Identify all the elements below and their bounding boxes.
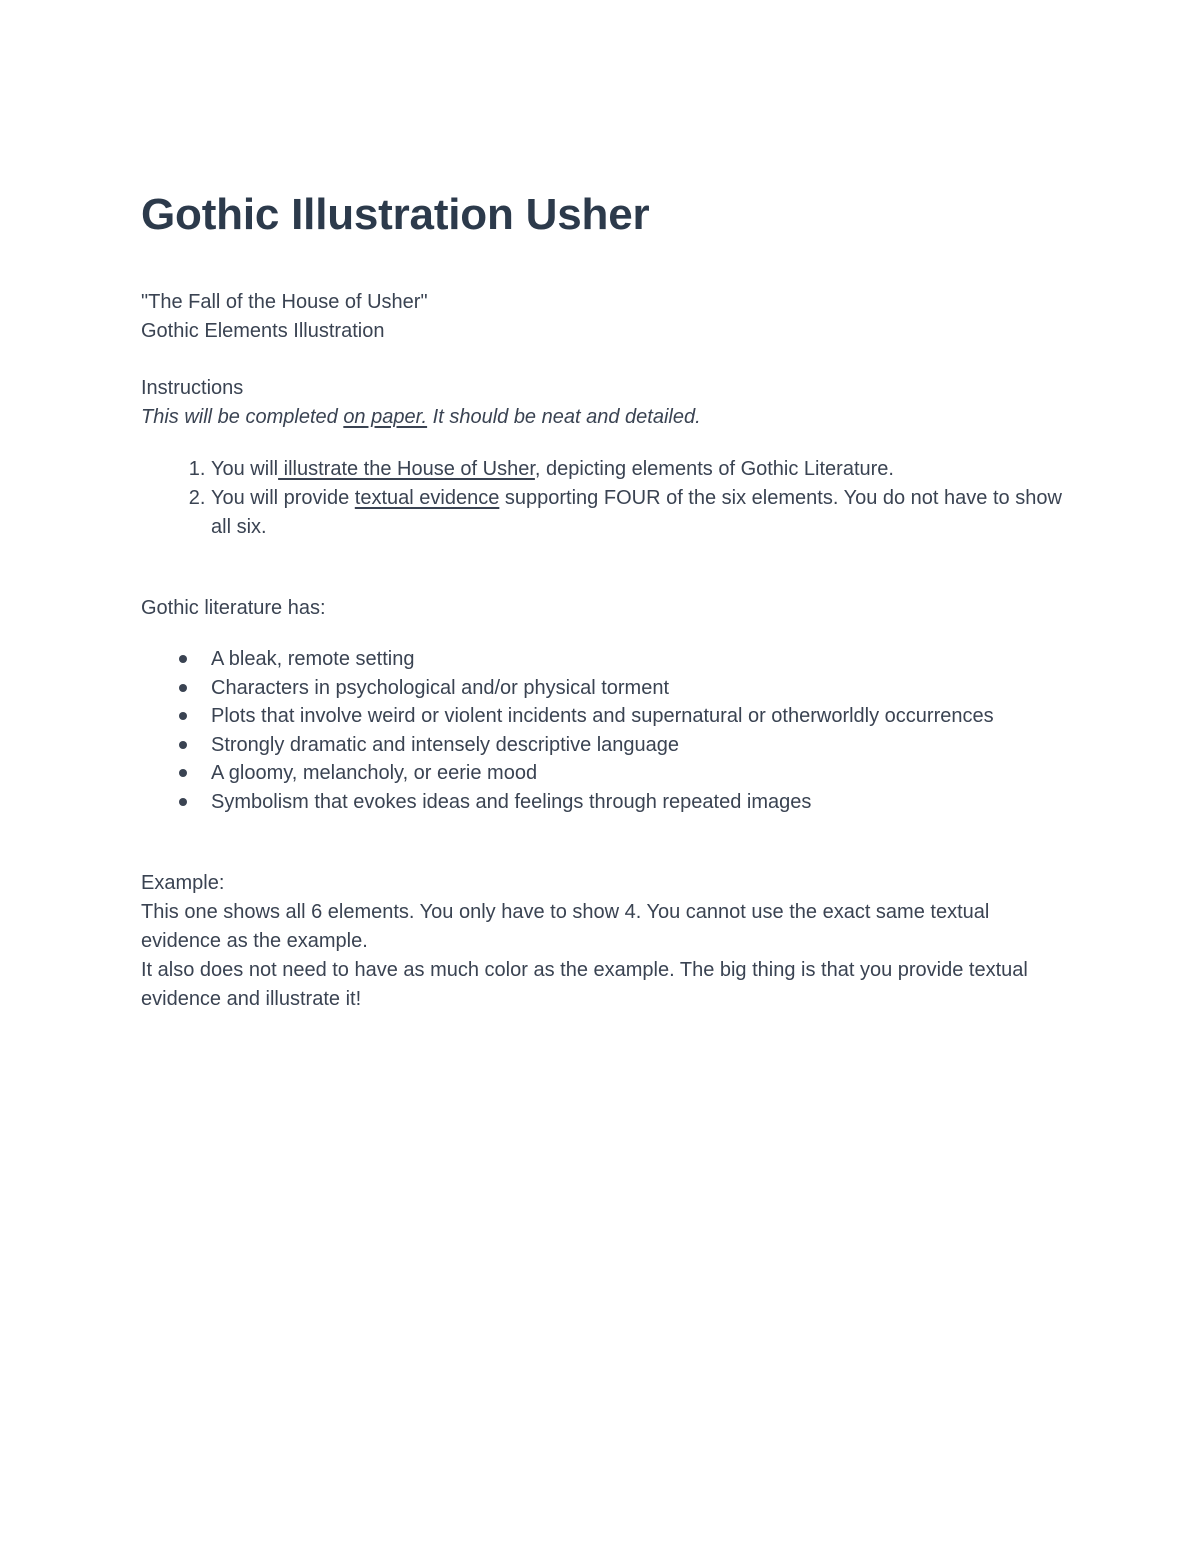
example-heading: Example:: [141, 872, 225, 894]
steps-list: [141, 455, 1071, 542]
list-item: [211, 759, 1071, 788]
step-text: , depicting elements of Gothic Literature.: [534, 458, 894, 480]
gothic-literature-label: Gothic literature has:: [141, 597, 326, 619]
instructions-note-underlined: on paper.: [343, 406, 428, 428]
instructions-block: [141, 374, 1071, 432]
bullet-icon: [179, 655, 187, 663]
page-title: Gothic Illustration Usher: [141, 190, 650, 239]
element-text: Strongly dramatic and intensely descriptive language: [211, 733, 680, 756]
element-text: A gloomy, melancholy, or eerie mood: [211, 762, 538, 784]
step-underlined: illustrate the House of Usher: [278, 458, 535, 480]
story-title: "The Fall of the House of Usher": [141, 291, 428, 313]
list-item: [211, 484, 1071, 542]
document-body: [141, 188, 1071, 1014]
bullet-icon: [179, 741, 187, 749]
step-text: You will provide: [211, 487, 355, 509]
list-item: [211, 702, 1071, 731]
list-item: [211, 455, 1071, 484]
instructions-note-part1: This will be completed: [141, 406, 344, 428]
list-item: [211, 674, 1071, 703]
bullet-icon: [179, 769, 187, 777]
example-block: [141, 869, 1071, 1014]
step-text: You will: [211, 458, 279, 480]
instructions-note: [141, 403, 1071, 432]
subtitle-block: [141, 288, 1071, 346]
element-text: A bleak, remote setting: [211, 648, 415, 670]
step-text: supporting FOUR of the six elements. You do not have to show all six.: [211, 487, 1062, 538]
bullet-icon: [179, 712, 187, 720]
instructions-heading: Instructions: [141, 377, 244, 399]
element-text: Symbolism that evokes ideas and feelings through repeated images: [211, 790, 812, 813]
example-paragraph-2: It also does not need to have as much color as the example. The big thing is that you provide textual evidence and illustrate it!: [141, 959, 1028, 1010]
bullet-icon: [179, 798, 187, 806]
bullet-icon: [179, 684, 187, 692]
list-item: [211, 788, 1071, 817]
gothic-elements-list: [141, 645, 1071, 816]
element-text: Characters in psychological and/or physical torment: [211, 676, 669, 699]
assignment-name: Gothic Elements Illustration: [141, 320, 385, 342]
example-paragraph-1: This one shows all 6 elements. You only have to show 4. You cannot use the exact same textual evidence as the example.: [141, 901, 990, 952]
instructions-note-part2: It should be neat and detailed.: [427, 406, 701, 428]
list-item: [211, 645, 1071, 674]
element-text: Plots that involve weird or violent incidents and supernatural or otherworldly occurrences: [211, 705, 994, 727]
list-item: [211, 731, 1071, 760]
step-underlined: textual evidence: [354, 487, 500, 509]
